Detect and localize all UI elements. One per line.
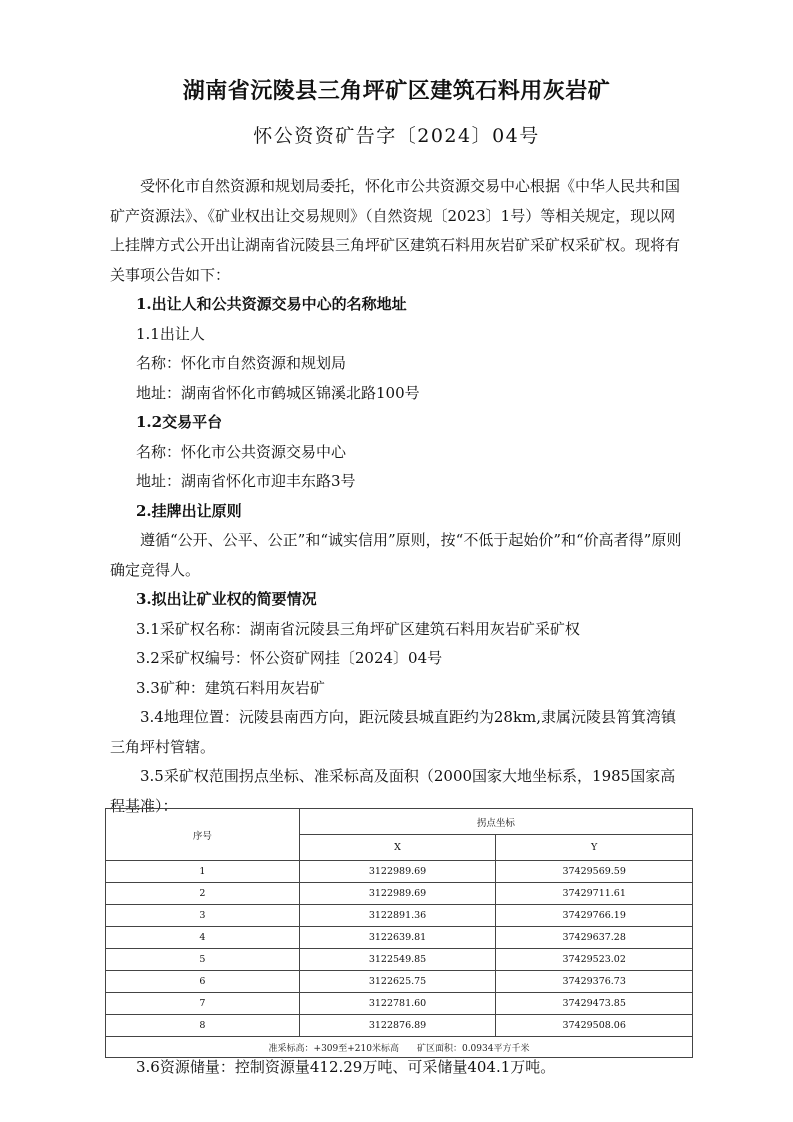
table-row [106, 971, 693, 993]
table-row [106, 993, 693, 1015]
row-x: 3122989.69 [299, 883, 496, 905]
row-y: 37429637.28 [496, 927, 693, 949]
section-3-6-text: 3.6资源储量：控制资源量412.29万吨、可采储量404.1万吨。 [136, 1058, 556, 1076]
row-y: 37429766.19 [496, 905, 693, 927]
table-row [106, 861, 693, 883]
section-2-text: 遵循“公开、公平、公正”和“诚实信用”原则，按“不低于起始价”和“价高者得”原则确定竞得人。 [110, 531, 682, 579]
section-1-heading: 1.出让人和公共资源交易中心的名称地址 [136, 295, 407, 313]
section-1-1-heading: 1.1出让人 [136, 324, 205, 343]
row-y: 37429508.06 [496, 1015, 693, 1037]
section-3-4-text: 3.4地理位置：沅陵县南西方向，距沅陵县城直距约为28km,隶属沅陵县筲箕湾镇三角坪村管辖。 [110, 708, 677, 756]
document-title: 湖南省沅陵县三角坪矿区建筑石料用灰岩矿 [182, 79, 611, 104]
row-seq: 4 [106, 927, 300, 949]
table-body [106, 861, 693, 1058]
section-3-5-text: 3.5采矿权范围拐点坐标、准采标高及面积（2000国家大地坐标系，1985国家高程基准）： [110, 767, 676, 815]
section-2-heading: 2.挂牌出让原则 [136, 501, 242, 520]
row-seq: 7 [106, 993, 300, 1015]
row-x: 3122549.85 [299, 949, 496, 971]
document-body [110, 172, 690, 821]
table-row [106, 1015, 693, 1037]
table-header-y: Y [496, 835, 693, 861]
seller-name: 名称：怀化市自然资源和规划局 [136, 354, 347, 372]
row-y: 37429523.02 [496, 949, 693, 971]
row-seq: 8 [106, 1015, 300, 1037]
table-header-coords: 拐点坐标 [299, 809, 692, 835]
row-x: 3122639.81 [299, 927, 496, 949]
row-y: 37429711.61 [496, 883, 693, 905]
row-seq: 2 [106, 883, 300, 905]
coordinates-table [105, 808, 693, 1058]
platform-address: 地址：湖南省怀化市迎丰东路3号 [136, 472, 356, 490]
intro-paragraph: 受怀化市自然资源和规划局委托，怀化市公共资源交易中心根据《中华人民共和国矿产资源法》、《矿业权出让交易规则》（自然资规〔2023〕1号）等相关规定，现以网上挂牌方式公开出让湖南省沅陵县三角坪矿区建筑石料用灰岩矿采矿权采矿权。现将有关事项公告如下： [110, 177, 681, 284]
table-header-x: X [299, 835, 496, 861]
document-number: 怀公资资矿告字〔2024〕04号 [253, 125, 540, 147]
table-row [106, 927, 693, 949]
seller-address: 地址：湖南省怀化市鹤城区锦溪北路100号 [136, 383, 420, 402]
row-y: 37429473.85 [496, 993, 693, 1015]
table-row [106, 905, 693, 927]
row-x: 3122781.60 [299, 993, 496, 1015]
row-y: 37429569.59 [496, 861, 693, 883]
row-seq: 5 [106, 949, 300, 971]
table-header-seq: 序号 [106, 809, 300, 861]
section-1-2-heading: 1.2交易平台 [136, 413, 223, 431]
table-row [106, 949, 693, 971]
row-x: 3122876.89 [299, 1015, 496, 1037]
section-3-1-text: 3.1采矿权名称：湖南省沅陵县三角坪矿区建筑石料用灰岩矿采矿权 [136, 619, 580, 638]
table-footer: 准采标高：+309至+210米标高 矿区面积：0.0934平方千米 [106, 1037, 693, 1058]
table-row [106, 883, 693, 905]
row-seq: 3 [106, 905, 300, 927]
row-x: 3122891.36 [299, 905, 496, 927]
section-3-3-text: 3.3矿种：建筑石料用灰岩矿 [136, 678, 325, 697]
row-seq: 1 [106, 861, 300, 883]
section-3-heading: 3.拟出让矿业权的简要情况 [136, 590, 317, 608]
row-seq: 6 [106, 971, 300, 993]
row-x: 3122625.75 [299, 971, 496, 993]
section-3-2-text: 3.2采矿权编号：怀公资矿网挂〔2024〕04号 [136, 649, 443, 667]
row-x: 3122989.69 [299, 861, 496, 883]
row-y: 37429376.73 [496, 971, 693, 993]
platform-name: 名称：怀化市公共资源交易中心 [136, 442, 347, 461]
